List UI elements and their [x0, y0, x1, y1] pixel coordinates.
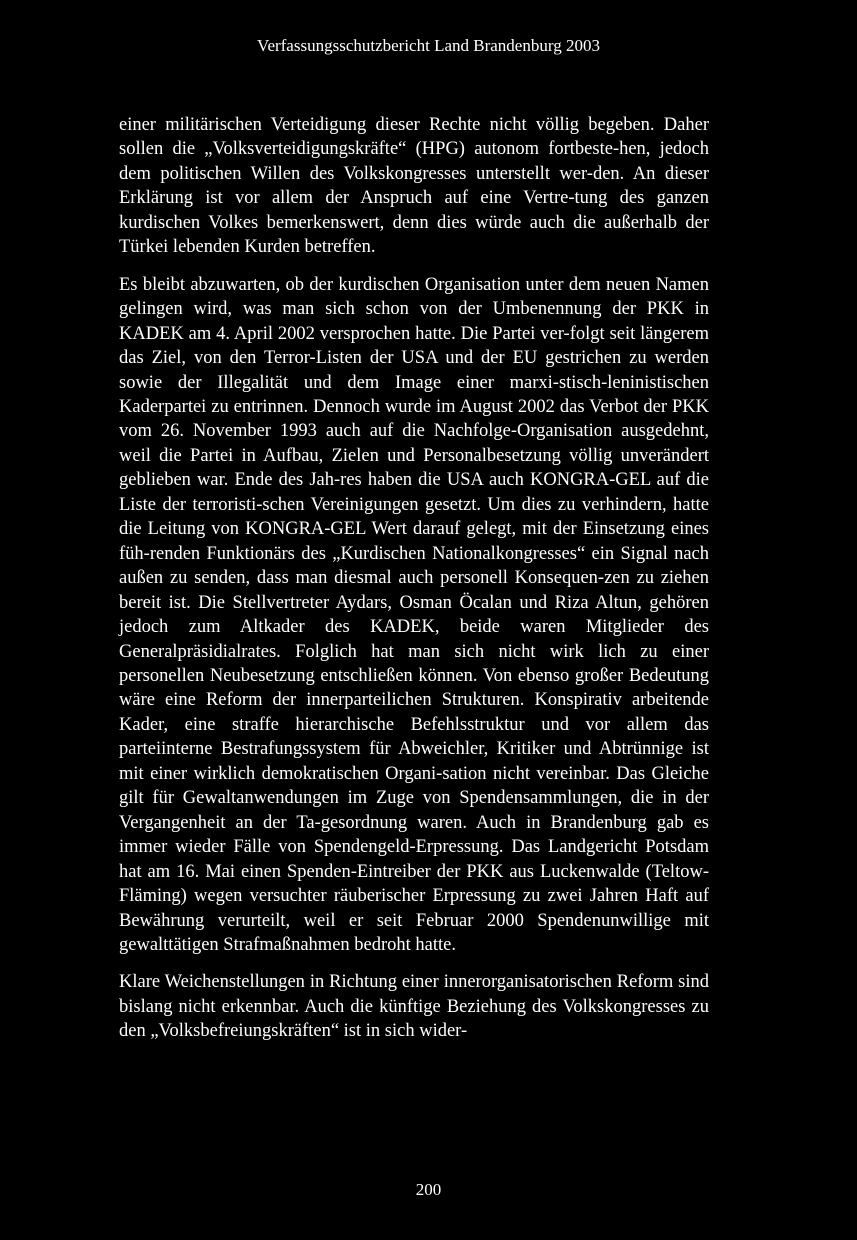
paragraph: Klare Weichenstellungen in Richtung einer innerorganisatorischen Reform sind bislang nicht erkennbar. Auch die künftige Beziehung des Volkskongresses zu den „Volksbefreiungskräften“ ist in sich wider- [119, 972, 709, 1042]
paragraph: einer militärischen Verteidigung dieser Rechte nicht völlig begeben. Daher sollen die „Volksverteidigungskräfte“ (HPG) autonom fortbeste-hen, jedoch dem politischen Willen des Volkskongresses unterstellt wer-den. An dieser Erklärung ist vor allem der Anspruch auf eine Vertre-tung des ganzen kurdischen Volkes bemerkenswert, denn dies würde auch die außerhalb der Türkei lebenden Kurden betreffen. [119, 115, 709, 258]
running-header: Verfassungsschutzbericht Land Brandenburg 2003 [257, 36, 600, 55]
body-text [119, 113, 709, 1057]
paragraph: Es bleibt abzuwarten, ob der kurdischen Organisation unter dem neuen Namen gelingen wird, was man sich schon von der Umbenennung der PKK in KADEK am 4. April 2002 versprochen hatte. Die Partei ver-folgt seit längerem das Ziel, von den Terror-Listen der USA und der EU gestrichen zu werden sowie der Illegalität und dem Image einer marxi-stisch-leninistischen Kaderpartei zu entrinnen. Dennoch wurde im August 2002 das Verbot der PKK vom 26. November 1993 auch auf die Nachfolge-Organisation ausgedehnt, weil die Partei in Aufbau, Zielen und Personalbesetzung völlig unverändert geblieben war. Ende des Jah-res haben die USA auch KONGRA-GEL auf die Liste der terroristi-schen Vereinigungen gesetzt. Um dies zu verhindern, hatte die Leitung von KONGRA-GEL Wert darauf gelegt, mit der Einsetzung eines füh-renden Funktionärs des „Kurdischen Nationalkongresses“ ein Signal nach außen zu senden, dass man diesmal auch personell Konsequen-zen zu ziehen bereit ist. Die Stellvertreter Aydars, Osman Öcalan und Riza Altun, gehören jedoch zum Altkader des KADEK, beide waren Mitglieder des Generalpräsidialrates. Folglich hat man sich nicht wirk lich zu einer personellen Neubesetzung entschließen können. Von ebenso großer Bedeutung wäre eine Reform der innerparteilichen Strukturen. Konspirativ arbeitende Kader, eine straffe hierarchische Befehlsstruktur und vor allem das parteiinterne Bestrafungssystem für Abweichler, Kritiker und Abtrünnige ist mit einer wirklich demokratischen Organi-sation nicht vereinbar. Das Gleiche gilt für Gewaltanwendungen im Zuge von Spendensammlungen, die in der Vergangenheit an der Ta-gesordnung waren. Auch in Brandenburg gab es immer wieder Fälle von Spendengeld-Erpressung. Das Landgericht Potsdam hat am 16. Mai einen Spenden-Eintreiber der PKK aus Luckenwalde (Teltow-Fläming) wegen versuchter räuberischer Erpressung zu zwei Jahren Haft auf Bewährung verurteilt, weil er seit Februar 2000 Spendenunwillige mit gewalttätigen Strafmaßnahmen bedroht hatte. [119, 274, 709, 955]
page-number: 200 [415, 1180, 442, 1199]
